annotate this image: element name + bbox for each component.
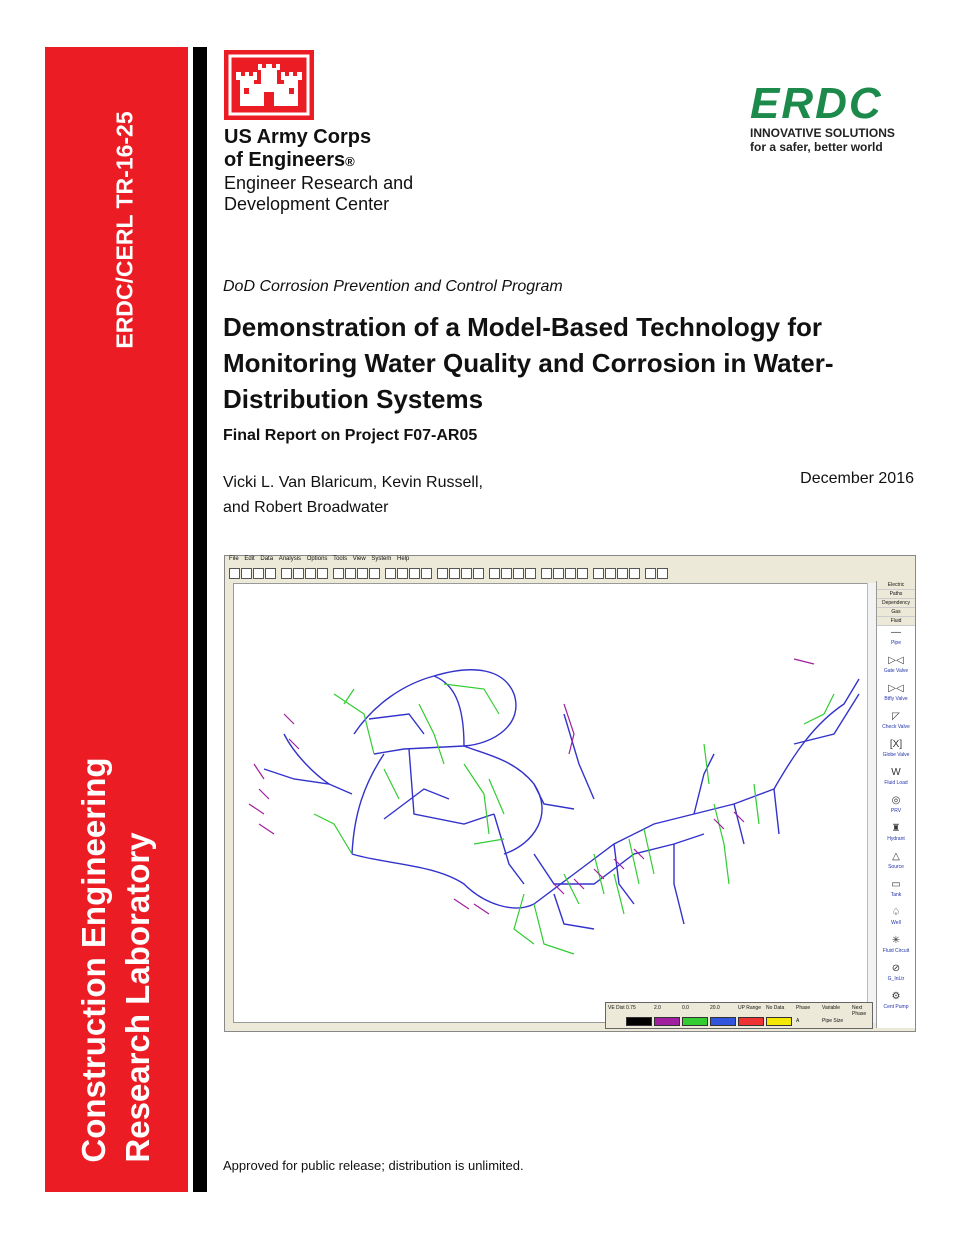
- palette-item[interactable]: [877, 682, 915, 710]
- usace-line-2: [224, 149, 413, 173]
- toolbar-button[interactable]: [553, 568, 564, 579]
- toolbar-button[interactable]: [437, 568, 448, 579]
- palette-item[interactable]: [877, 906, 915, 934]
- toolbar-button[interactable]: [305, 568, 316, 579]
- registered-mark: ®: [345, 154, 355, 169]
- palette-item-icon: ⊘: [891, 963, 901, 974]
- palette-item-label: Source: [888, 864, 904, 870]
- toolbar-button[interactable]: [409, 568, 420, 579]
- palette-item[interactable]: [877, 962, 915, 990]
- palette-item-icon: ✳: [891, 935, 901, 946]
- branch-pipes: [314, 684, 834, 954]
- report-number: ERDC/CERL TR-16-25: [111, 111, 138, 349]
- toolbar-button[interactable]: [645, 568, 656, 579]
- toolbar-button[interactable]: [265, 568, 276, 579]
- legend-swatch: [738, 1017, 764, 1026]
- palette-item[interactable]: [877, 878, 915, 906]
- menu-system: System: [371, 556, 392, 562]
- palette-item-label: Cent Pump: [883, 1004, 909, 1010]
- canvas-vertical-scrollbar[interactable]: [867, 583, 876, 1023]
- palette-item-icon: ▭: [891, 879, 901, 890]
- menu-tools: Tools: [333, 556, 348, 562]
- palette-item-icon: —: [891, 627, 901, 638]
- palette-item-label: Well: [891, 920, 901, 926]
- toolbar-button[interactable]: [605, 568, 616, 579]
- toolbar-button[interactable]: [541, 568, 552, 579]
- software-screenshot-figure: [224, 555, 916, 1032]
- toolbar-button[interactable]: [577, 568, 588, 579]
- main-pipes: [264, 670, 859, 929]
- palette-item[interactable]: [877, 626, 915, 654]
- laboratory-name: [72, 757, 160, 1162]
- palette-item-icon: ⚙: [891, 991, 901, 1002]
- legend-label: Variable: [822, 1005, 840, 1011]
- palette-item-label: Check Valve: [882, 724, 910, 730]
- toolbar-button[interactable]: [345, 568, 356, 579]
- palette-item-icon: △: [892, 851, 900, 862]
- erdc-logo: [750, 79, 916, 154]
- toolbar-button[interactable]: [293, 568, 304, 579]
- erdc-tagline-1: INNOVATIVE SOLUTIONS: [750, 126, 895, 140]
- toolbar-button[interactable]: [421, 568, 432, 579]
- erdc-wordmark: ERDC: [750, 79, 883, 128]
- palette-item-icon: ♜: [891, 823, 901, 834]
- toolbar-button[interactable]: [525, 568, 536, 579]
- palette-item-icon: W: [891, 767, 901, 778]
- toolbar-button[interactable]: [357, 568, 368, 579]
- toolbar-button[interactable]: [617, 568, 628, 579]
- toolbar-button[interactable]: [229, 568, 240, 579]
- legend-label: VE Dist: [608, 1005, 625, 1011]
- toolbar-button[interactable]: [281, 568, 292, 579]
- laboratory-line-2: Research Laboratory: [119, 832, 156, 1163]
- toolbar-button[interactable]: [253, 568, 264, 579]
- palette-tab-dependency[interactable]: Dependency: [877, 599, 915, 608]
- distribution-statement: Approved for public release; distribution is unlimited.: [223, 1158, 524, 1173]
- usace-castle-logo: [224, 50, 314, 120]
- palette-item[interactable]: [877, 710, 915, 738]
- toolbar-button[interactable]: [385, 568, 396, 579]
- network-map-canvas: [233, 583, 868, 1023]
- sidebar-black-rule: [193, 47, 207, 1192]
- palette-item-icon: ◎: [891, 795, 901, 806]
- legend-swatch: [766, 1017, 792, 1026]
- palette-item-icon: ◸: [892, 711, 900, 722]
- palette-item[interactable]: [877, 766, 915, 794]
- toolbar-button[interactable]: [317, 568, 328, 579]
- legend-value: A: [796, 1018, 800, 1024]
- authors-line-2: and Robert Broadwater: [223, 499, 389, 516]
- palette-item-label: Hydrant: [887, 836, 905, 842]
- palette-item-label: Fluid Circuit: [882, 948, 910, 954]
- program-name: DoD Corrosion Prevention and Control Program: [223, 278, 563, 295]
- palette-item-icon: [X]: [889, 739, 903, 750]
- usace-name-block: [224, 126, 413, 215]
- legend-label: Next Phase: [852, 1005, 867, 1017]
- screenshot-menubar: [225, 556, 915, 566]
- palette-item-label: Globe Valve: [882, 752, 910, 758]
- toolbar-button[interactable]: [501, 568, 512, 579]
- legend-label: UP Range: [738, 1005, 761, 1011]
- palette-item-label: PRV: [890, 808, 902, 814]
- legend-label: 2.0: [654, 1005, 661, 1011]
- toolbar-button[interactable]: [449, 568, 460, 579]
- toolbar-button[interactable]: [629, 568, 640, 579]
- toolbar-button[interactable]: [489, 568, 500, 579]
- usace-line-2-text: of Engineers: [224, 149, 346, 171]
- usace-line-4: Development Center: [224, 194, 390, 214]
- menu-help: Help: [397, 556, 410, 562]
- palette-item-label: Gate Valve: [883, 668, 909, 674]
- palette-tab-fluid[interactable]: Fluid: [877, 617, 915, 626]
- legend-label: 20.0: [710, 1005, 720, 1011]
- palette-item[interactable]: [877, 934, 915, 962]
- palette-tab-paths[interactable]: Paths: [877, 590, 915, 599]
- toolbar-button[interactable]: [461, 568, 472, 579]
- menu-options: Options: [306, 556, 328, 562]
- toolbar-button[interactable]: [333, 568, 344, 579]
- legend-swatch: [654, 1017, 680, 1026]
- palette-item[interactable]: [877, 794, 915, 822]
- legend-value: Pipe Size: [822, 1018, 844, 1024]
- toolbar-button[interactable]: [565, 568, 576, 579]
- palette-item-label: Fluid Load: [884, 780, 908, 786]
- menu-file: File: [229, 556, 239, 562]
- report-date: December 2016: [800, 470, 914, 487]
- legend-label: 0.0: [682, 1005, 689, 1011]
- toolbar-button[interactable]: [369, 568, 380, 579]
- palette-item-label: Pipe: [890, 640, 901, 646]
- legend-swatch: [710, 1017, 736, 1026]
- component-palette: [876, 581, 915, 1028]
- toolbar-button[interactable]: [397, 568, 408, 579]
- toolbar-button[interactable]: [513, 568, 524, 579]
- palette-item-label: G_InLtr: [887, 976, 905, 982]
- palette-item[interactable]: [877, 990, 915, 1018]
- palette-item[interactable]: [877, 738, 915, 766]
- legend-swatch: [682, 1017, 708, 1026]
- toolbar-button[interactable]: [241, 568, 252, 579]
- authors-line-1: Vicki L. Van Blaricum, Kevin Russell,: [223, 474, 483, 491]
- usace-line-1: US Army Corps: [224, 126, 372, 148]
- report-title: Demonstration of a Model-Based Technology for Monitoring Water Quality and Corrosion in Water-Distribution Systems: [223, 312, 834, 414]
- palette-item-icon: ▷◁: [888, 655, 904, 666]
- palette-item-label: Tank: [890, 892, 902, 898]
- menu-analysis: Analysis: [278, 556, 302, 562]
- legend-label: Phase: [796, 1005, 811, 1011]
- palette-item[interactable]: [877, 850, 915, 878]
- palette-item-icon: ▷◁: [888, 683, 904, 694]
- palette-tab-gas[interactable]: Gas: [877, 608, 915, 617]
- water-network-map: [234, 584, 867, 1022]
- legend-swatch: [626, 1017, 652, 1026]
- palette-item-icon: ♤: [891, 907, 901, 918]
- legend-label: 0.75: [626, 1005, 636, 1011]
- authors: [223, 470, 483, 520]
- map-legend: [605, 1002, 873, 1029]
- menu-data: Data: [260, 556, 274, 562]
- palette-item-label: Btfly Valve: [884, 696, 908, 702]
- palette-item[interactable]: [877, 654, 915, 682]
- menu-view: View: [352, 556, 366, 562]
- toolbar-button[interactable]: [593, 568, 604, 579]
- legend-label: No Data: [766, 1005, 785, 1011]
- usace-line-3: Engineer Research and: [224, 173, 414, 193]
- erdc-tagline-2: for a safer, better world: [750, 140, 883, 154]
- palette-tab-electric[interactable]: Electric: [877, 581, 915, 590]
- screenshot-toolbar: [225, 567, 915, 581]
- menu-edit: Edit: [244, 556, 255, 562]
- toolbar-button[interactable]: [657, 568, 668, 579]
- laboratory-line-1: Construction Engineering: [75, 757, 112, 1163]
- report-subtitle: Final Report on Project F07-AR05: [223, 427, 478, 444]
- toolbar-button[interactable]: [473, 568, 484, 579]
- palette-item[interactable]: [877, 822, 915, 850]
